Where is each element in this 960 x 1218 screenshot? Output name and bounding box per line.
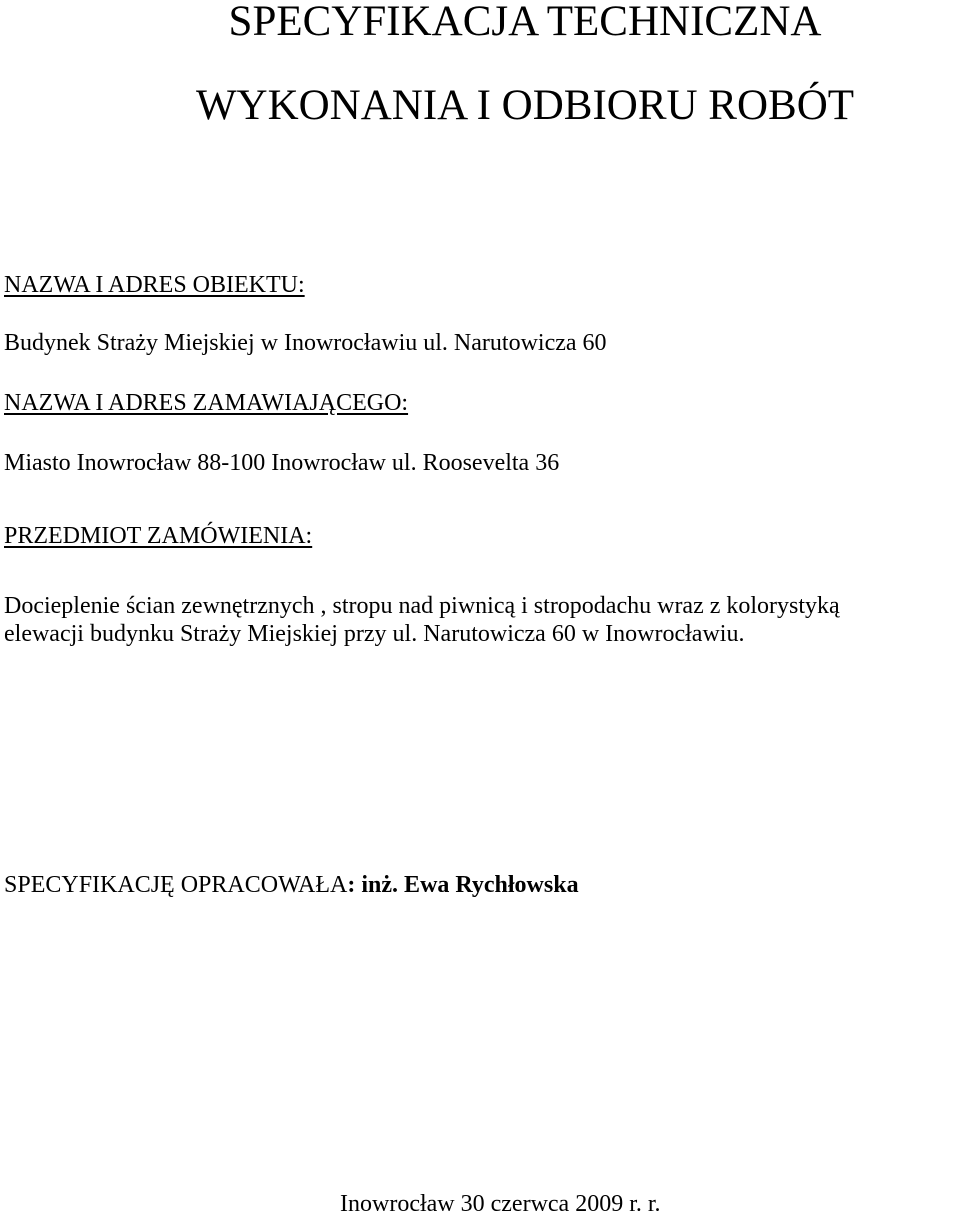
- subject-line-1: Docieplenie ścian zewnętrznych , stropu nad piwnicą i stropodachu wraz z kolorystyką: [4, 593, 840, 619]
- subject-heading: PRZEDMIOT ZAMÓWIENIA:: [4, 523, 313, 549]
- title-line-1: SPECYFIKACJA TECHNICZNA: [228, 0, 822, 45]
- object-value: Budynek Straży Miejskiej w Inowrocławiu ul. Narutowicza 60: [4, 330, 607, 356]
- author-name: inż. Ewa Rychłowska: [361, 872, 579, 898]
- client-heading: NAZWA I ADRES ZAMAWIAJĄCEGO:: [4, 390, 409, 416]
- place-date: Inowrocław 30 czerwca 2009 r. r.: [340, 1191, 661, 1217]
- author-separator: :: [347, 872, 362, 898]
- author-label: SPECYFIKACJĘ OPRACOWAŁA: [4, 872, 348, 898]
- object-heading: NAZWA I ADRES OBIEKTU:: [4, 272, 305, 298]
- subject-line-2: elewacji budynku Straży Miejskiej przy ul. Narutowicza 60 w Inowrocławiu.: [4, 621, 745, 647]
- client-value: Miasto Inowrocław 88-100 Inowrocław ul. Roosevelta 36: [4, 450, 560, 476]
- subject-description: [4, 592, 960, 648]
- author-line: [4, 871, 579, 899]
- title-line-2: WYKONANIA I ODBIORU ROBÓT: [195, 82, 855, 129]
